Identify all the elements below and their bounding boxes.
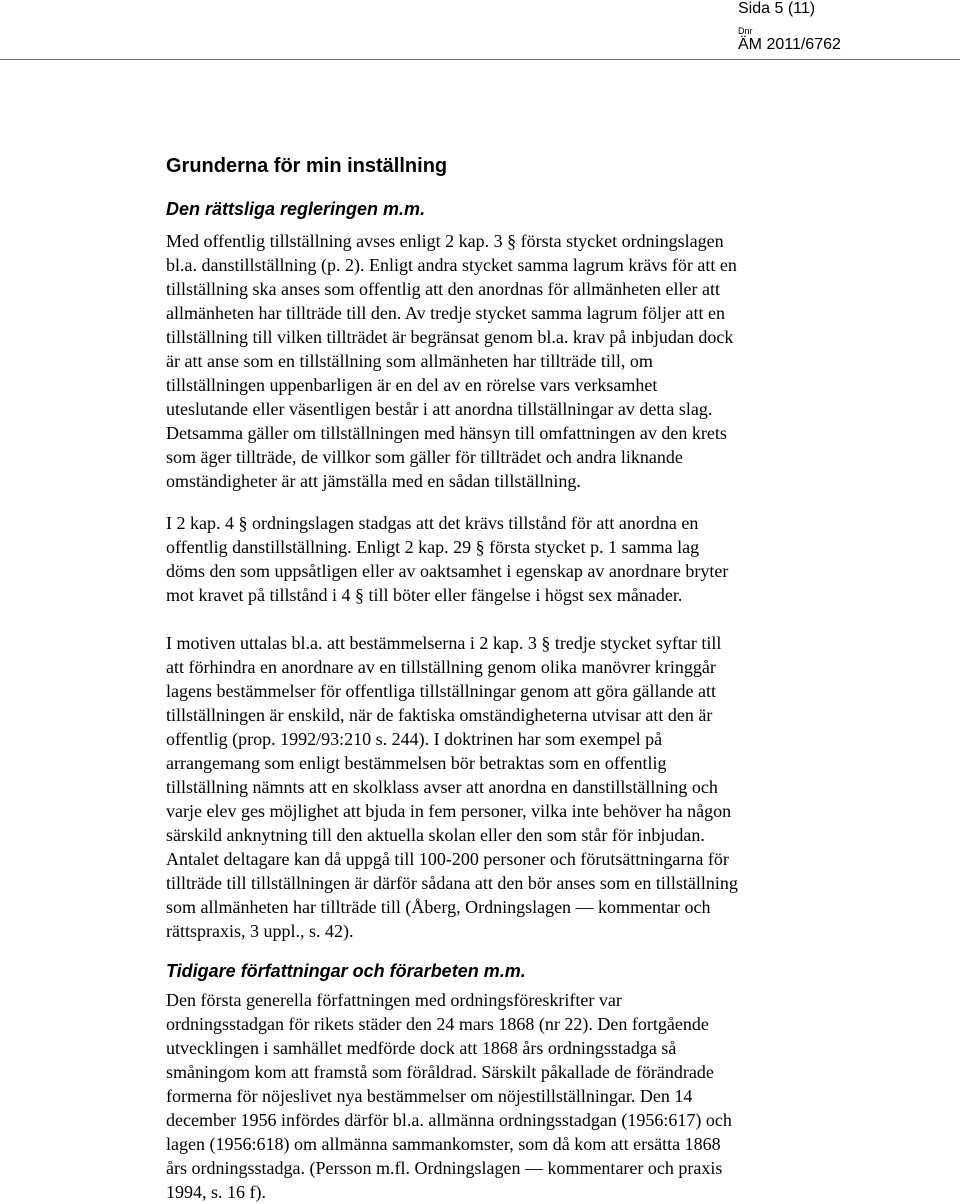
paragraph-line: december 1956 infördes därför bl.a. allmänna ordningsstadgan (1956:617) och xyxy=(166,1110,732,1130)
page-number: Sida 5 (11) xyxy=(738,0,816,17)
paragraph-line: Med offentlig tillställning avses enligt 2 kap. 3 § första stycket ordningslagen xyxy=(166,231,724,251)
subheading-earlier-legislation: Tidigare författningar och förarbeten m.m. xyxy=(166,961,526,981)
paragraph-line: års ordningsstadga. (Persson m.fl. Ordningslagen — kommentarer och praxis xyxy=(166,1158,723,1178)
paragraph-line: tillställning ska anses som offentlig att den anordnas för allmänheten eller att xyxy=(166,279,721,299)
paragraph-line: lagen (1956:618) om allmänna sammankomster, som då kom att ersätta 1868 xyxy=(166,1134,721,1154)
section-title: Grunderna för min inställning xyxy=(166,155,448,177)
paragraph-line: offentlig danstillställning. Enligt 2 kap. 29 § första stycket p. 1 samma lag xyxy=(166,537,700,557)
paragraph-line: bl.a. danstillställning (p. 2). Enligt andra stycket samma lagrum krävs för att en xyxy=(166,255,737,275)
paragraph-line: tillställningen uppenbarligen är en del av en rörelse vars verksamhet xyxy=(166,375,658,395)
paragraph-history xyxy=(166,988,732,1204)
paragraph-line: särskild anknytning till den aktuella skolan eller den som står för inbjudan. xyxy=(166,825,705,845)
paragraph-line: utvecklingen i samhället medförde dock att 1868 års ordningsstadga så xyxy=(166,1038,677,1058)
paragraph-line: mot kravet på tillstånd i 4 § till böter eller fängelse i högst sex månader. xyxy=(166,585,683,605)
paragraph-line: småningom kom att framstå som föråldrad. Särskilt påkallade de förändrade xyxy=(166,1062,714,1082)
paragraph-definition xyxy=(166,229,737,493)
paragraph-permit xyxy=(166,511,728,607)
paragraph-line: Detsamma gäller om tillställningen med hänsyn till omfattningen av den krets xyxy=(166,423,727,443)
paragraph-line: allmänheten har tillträde till den. Av tredje stycket samma lagrum följer att en xyxy=(166,303,725,323)
paragraph-line: varje elev ges möjlighet att bjuda in fem personer, vilka inte behöver ha någon xyxy=(166,801,732,821)
paragraph-line: tillställningen är enskild, när de faktiska omständigheterna utvisar att den är xyxy=(166,705,713,725)
paragraph-line: är att anse som en tillställning som allmänheten har tillträde till, om xyxy=(166,351,653,371)
paragraph-line: formerna för nöjeslivet nya bestämmelser om nöjestillställningar. Den 14 xyxy=(166,1086,693,1106)
paragraph-line: som äger tillträde, de villkor som gäller för tillträdet och andra liknande xyxy=(166,447,683,467)
paragraph-line: 1994, s. 16 f). xyxy=(166,1182,266,1202)
paragraph-line: att förhindra en anordnare av en tillställning genom olika manövrer kringgår xyxy=(166,657,716,677)
paragraph-line: tillställning till vilken tillträdet är begränsat genom bl.a. krav på inbjudan dock xyxy=(166,327,734,347)
subheading-legal-regulation: Den rättsliga regleringen m.m. xyxy=(166,199,426,219)
case-number: ÄM 2011/6762 xyxy=(738,36,841,53)
paragraph-line: Den första generella författningen med ordningsföreskrifter var xyxy=(166,990,622,1010)
paragraph-line: tillställning nämnts att en skolklass avser att anordna en danstillställning och xyxy=(166,777,718,797)
paragraph-line: lagens bestämmelser för offentliga tillställningar genom att göra gällande att xyxy=(166,681,716,701)
paragraph-line: rättspraxis, 3 uppl., s. 42). xyxy=(166,921,354,941)
header-divider xyxy=(0,59,960,60)
paragraph-line: offentlig (prop. 1992/93:210 s. 244). I doktrinen har som exempel på xyxy=(166,729,663,749)
paragraph-line: döms den som uppsåtligen eller av oaktsamhet i egenskap av anordnare bryter xyxy=(166,561,729,581)
dnr-label: Dnr xyxy=(738,26,753,36)
paragraph-line: som allmänheten har tillträde till (Åberg, Ordningslagen — kommentar och xyxy=(166,897,711,917)
paragraph-line: uteslutande eller väsentligen består i att anordna tillställningar av detta slag. xyxy=(166,399,713,419)
paragraph-line: Antalet deltagare kan då uppgå till 100-200 personer och förutsättningarna för xyxy=(166,849,729,869)
paragraph-line: I 2 kap. 4 § ordningslagen stadgas att det krävs tillstånd för att anordna en xyxy=(166,513,699,533)
paragraph-line: I motiven uttalas bl.a. att bestämmelserna i 2 kap. 3 § tredje stycket syftar till xyxy=(166,633,722,653)
paragraph-line: arrangemang som enligt bestämmelsen bör betraktas som en offentlig xyxy=(166,753,667,773)
paragraph-line: omständigheter är att jämställa med en sådan tillställning. xyxy=(166,471,581,491)
paragraph-line: tillträde till tillställningen är därför sådana att den bör anses som en tillställning xyxy=(166,873,738,893)
paragraph-line: ordningsstadgan för rikets städer den 24 mars 1868 (nr 22). Den fortgående xyxy=(166,1014,709,1034)
paragraph-motives xyxy=(166,631,738,943)
